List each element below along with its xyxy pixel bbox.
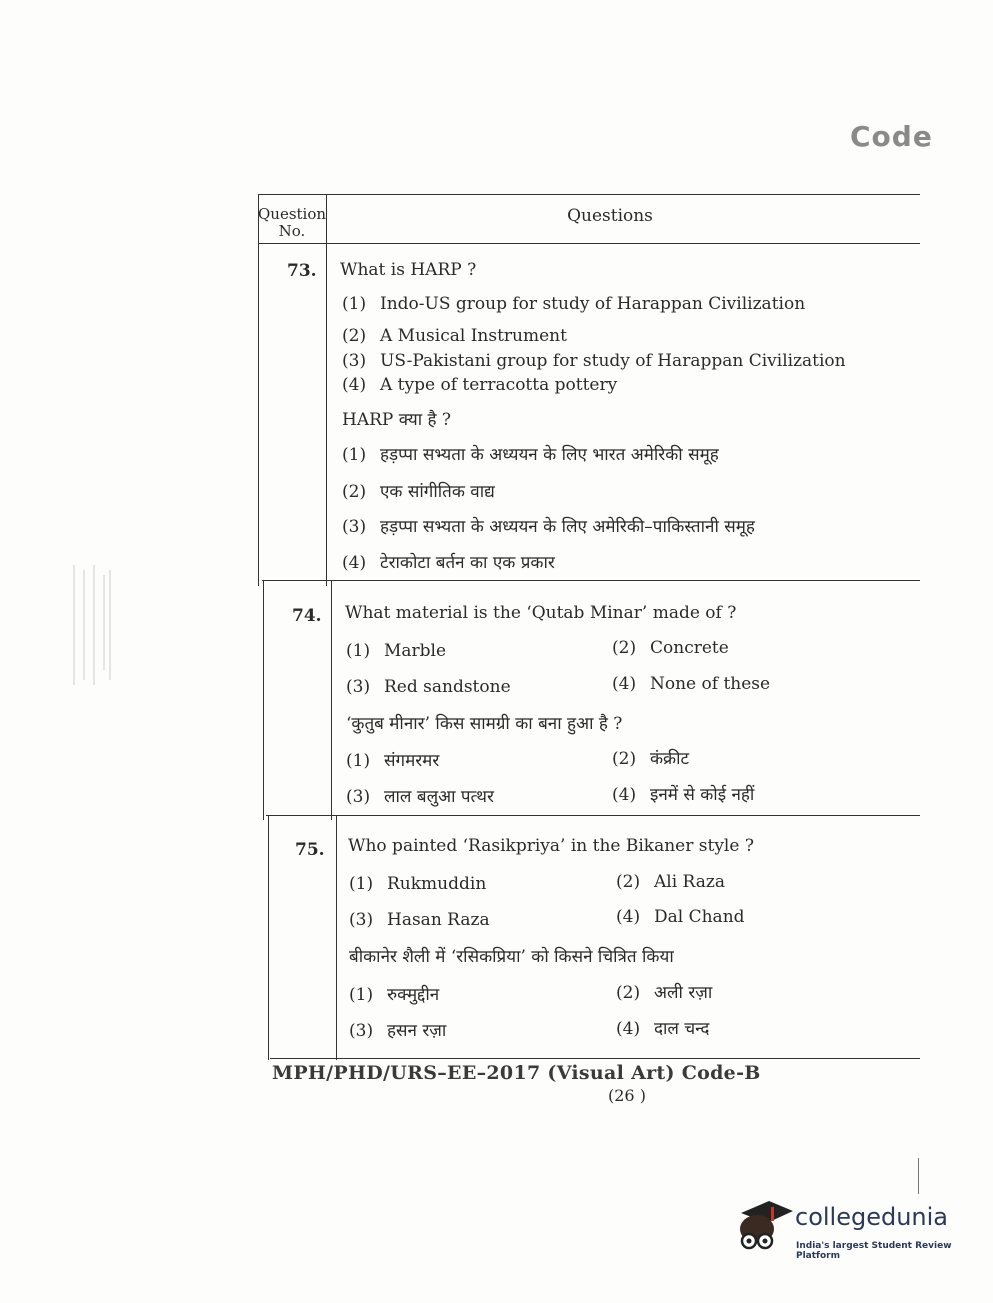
q74-en-option-3 (346, 677, 511, 697)
q75-hi-option-2 (616, 980, 712, 1003)
column-divider-2 (331, 580, 332, 820)
option-text: Hasan Raza (387, 910, 490, 930)
option-text: हड़प्पा सभ्यता के अध्ययन के लिए भारत अमेरिकी समूह (380, 445, 719, 465)
option-text: Ali Raza (654, 872, 725, 892)
header-question-no (258, 206, 326, 240)
q75-en-option-4 (616, 907, 745, 927)
paper-code-footer: MPH/PHD/URS–EE–2017 (Visual Art) Code-B (272, 1062, 761, 1084)
q73-en-option-1 (342, 294, 805, 314)
q74-en-option-2 (612, 638, 729, 658)
header-qno-line2: No. (278, 222, 306, 240)
option-text: US-Pakistani group for study of Harappan Civilization (380, 351, 846, 371)
code-heading: Code (850, 120, 933, 153)
question-number-74: 74. (292, 606, 322, 626)
option-number: (3) (342, 351, 367, 371)
option-text: None of these (650, 674, 771, 694)
option-text: Red sandstone (384, 677, 511, 697)
q73-hi-option-3 (342, 514, 755, 537)
option-text: हसन रज़ा (387, 1021, 447, 1041)
option-number: (4) (616, 1019, 641, 1039)
table-bottom-rule (270, 1058, 920, 1059)
option-number: (3) (342, 517, 367, 537)
edge-mark (918, 1158, 919, 1194)
option-number: (4) (612, 674, 637, 694)
option-number: (2) (612, 749, 637, 769)
option-text: टेराकोटा बर्तन का एक प्रकार (380, 553, 555, 573)
q75-en-question: Who painted ‘Rasikpriya’ in the Bikaner style ? (348, 836, 754, 856)
q74-en-question: What material is the ‘Qutab Minar’ made of ? (345, 603, 737, 623)
q75-en-option-1 (349, 874, 486, 894)
option-text: लाल बलुआ पत्थर (384, 787, 494, 807)
option-number: (1) (342, 294, 367, 314)
q73-en-option-4 (342, 375, 617, 395)
option-text: Dal Chand (654, 907, 745, 927)
option-number: (2) (616, 983, 641, 1003)
q75-hi-option-4 (616, 1016, 709, 1039)
table-top-rule (258, 194, 920, 195)
option-text: A Musical Instrument (380, 326, 567, 346)
question-number-73: 73. (287, 261, 317, 281)
q75-en-option-2 (616, 872, 725, 892)
q75-en-option-3 (349, 910, 490, 930)
table-left-rule (258, 194, 259, 586)
option-text: दाल चन्द (654, 1019, 710, 1039)
collegedunia-mascot-icon (733, 1195, 793, 1257)
q74-hi-question: ‘कुतुब मीनार’ किस सामग्री का बना हुआ है ? (346, 714, 623, 734)
header-bottom-rule (258, 243, 920, 244)
option-number: (1) (346, 751, 371, 771)
option-text: Rukmuddin (387, 874, 487, 894)
option-number: (3) (346, 677, 371, 697)
option-text: Marble (384, 641, 447, 661)
option-text: Concrete (650, 638, 729, 658)
q74-en-option-1 (346, 641, 446, 661)
option-number: (4) (616, 907, 641, 927)
option-text: कंक्रीट (650, 749, 690, 769)
q74-hi-option-1 (346, 748, 439, 771)
column-divider-3 (336, 815, 337, 1060)
q74-hi-option-4 (612, 782, 754, 805)
option-text: Indo-US group for study of Harappan Civilization (380, 294, 806, 314)
margin-stamp (60, 560, 120, 690)
q73-hi-option-1 (342, 442, 719, 465)
q73-en-option-2 (342, 326, 567, 346)
option-number: (2) (612, 638, 637, 658)
header-qno-line1: Question (258, 205, 327, 223)
column-divider (326, 194, 327, 586)
option-number: (3) (349, 910, 374, 930)
q75-hi-option-1 (349, 982, 439, 1005)
option-number: (4) (612, 785, 637, 805)
option-number: (3) (349, 1021, 374, 1041)
logo-tagline: India's largest Student Review Platform (796, 1241, 952, 1261)
option-text: रुक्मुद्दीन (387, 985, 440, 1005)
option-number: (2) (342, 326, 367, 346)
q75-hi-option-3 (349, 1018, 446, 1041)
option-text: संगमरमर (384, 751, 440, 771)
q73-hi-option-2 (342, 479, 495, 502)
option-text: हड़प्पा सभ्यता के अध्ययन के लिए अमेरिकी–पाकिस्तानी समूह (380, 517, 755, 537)
option-text: A type of terracotta pottery (380, 375, 618, 395)
option-number: (1) (349, 985, 374, 1005)
q74-en-option-4 (612, 674, 770, 694)
question-number-75: 75. (295, 840, 325, 860)
q73-en-question: What is HARP ? (340, 260, 477, 280)
option-number: (3) (346, 787, 371, 807)
row-divider-73-74 (262, 580, 920, 581)
page-number: (26 ) (608, 1086, 646, 1105)
table-left-rule-3 (268, 815, 269, 1060)
option-text: इनमें से कोई नहीं (650, 785, 755, 805)
option-number: (2) (342, 482, 367, 502)
row-divider-74-75 (266, 815, 920, 816)
option-number: (1) (349, 874, 374, 894)
q73-hi-option-4 (342, 550, 555, 573)
option-text: अली रज़ा (654, 983, 713, 1003)
option-text: एक सांगीतिक वाद्य (380, 482, 495, 502)
option-number: (2) (616, 872, 641, 892)
q75-hi-question: बीकानेर शैली में ‘रसिकप्रिया’ को किसने चित्रित किया (349, 947, 674, 967)
header-questions: Questions (567, 206, 653, 226)
q74-hi-option-3 (346, 784, 494, 807)
option-number: (1) (346, 641, 371, 661)
table-left-rule-2 (263, 580, 264, 820)
option-number: (4) (342, 553, 367, 573)
q73-en-option-3 (342, 351, 846, 371)
option-number: (4) (342, 375, 367, 395)
option-number: (1) (342, 445, 367, 465)
logo-wordmark: collegedunia (795, 1203, 949, 1231)
q74-hi-option-2 (612, 746, 689, 769)
q73-hi-question: HARP क्या है ? (342, 410, 452, 430)
